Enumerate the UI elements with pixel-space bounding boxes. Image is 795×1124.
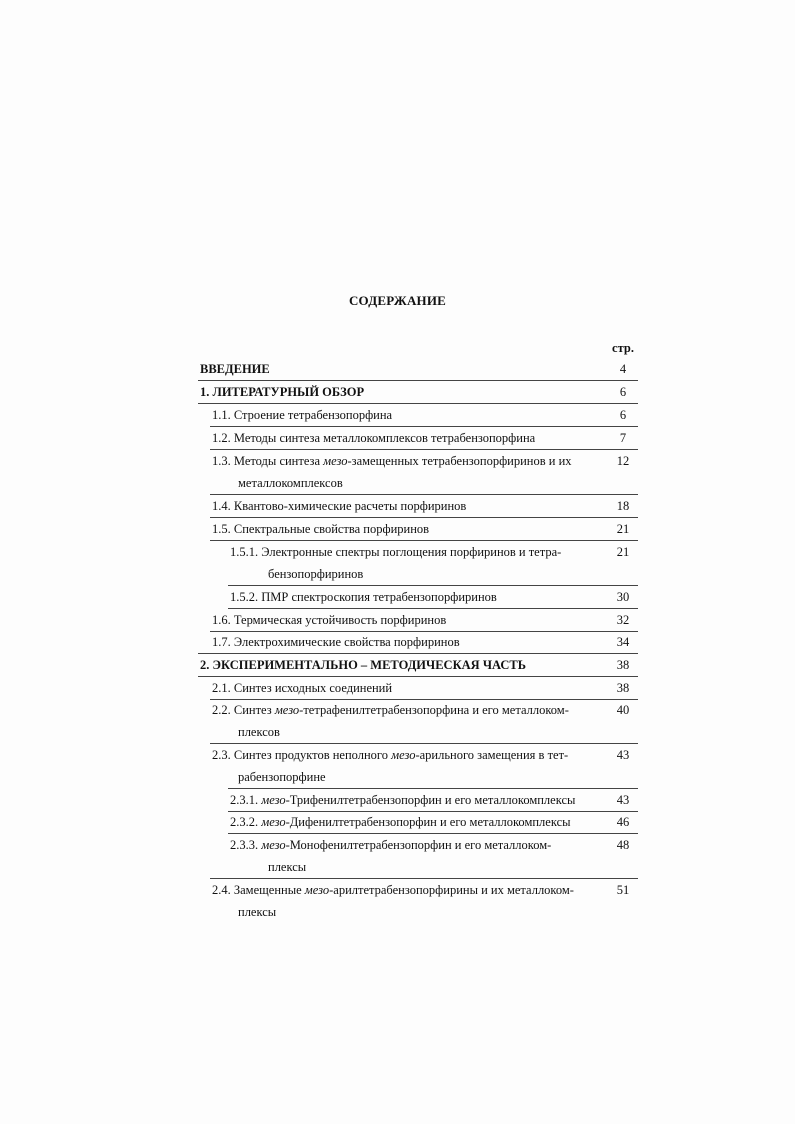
toc-entry-text: 1.6. Термическая устойчивость порфиринов (212, 613, 447, 627)
toc-entry (212, 450, 572, 473)
toc-entry (230, 586, 497, 609)
toc-entry (212, 609, 446, 632)
toc-page-number: 4 (619, 362, 627, 376)
toc-entry-text: 1.2. Методы синтеза металлокомплексов тетрабензопорфина (212, 431, 536, 445)
toc-entry-text: 2. ЭКСПЕРИМЕНТАЛЬНО – МЕТОДИЧЕСКАЯ ЧАСТЬ (200, 658, 527, 672)
toc-entry (200, 654, 526, 677)
toc-entry (212, 699, 569, 722)
toc-entry (212, 631, 460, 654)
toc-entry (230, 811, 571, 834)
toc-entry (230, 834, 551, 857)
toc-page-number: 43 (616, 793, 630, 807)
toc-entry-text: ВВЕДЕНИЕ (200, 362, 270, 376)
toc-page-number: 21 (616, 522, 630, 536)
page-title: СОДЕРЖАНИЕ (348, 293, 447, 308)
toc-entry-text: 2.1. Синтез исходных соединений (212, 681, 393, 695)
toc-entry (212, 427, 535, 450)
toc-entry-text: металлокомплексов (238, 476, 343, 490)
toc-entry (200, 381, 364, 404)
toc-page-number: 48 (616, 838, 630, 852)
toc-entry-text: 2.3.3. мезо-Монофенилтетрабензопорфин и его металлоком- (230, 838, 552, 852)
page-column-label: стр. (612, 341, 634, 355)
toc-page-number: 6 (619, 385, 627, 399)
toc-entry-text: 2.4. Замещенные мезо-арилтетрабензопорфирины и их металлоком- (212, 883, 574, 897)
toc-page-number: 6 (619, 408, 627, 422)
toc-entry-text: бензопорфиринов (268, 567, 364, 581)
toc-page-number: 30 (616, 590, 630, 604)
toc-entry-continuation (268, 563, 363, 586)
toc-page-number: 43 (616, 748, 630, 762)
toc-page-number: 12 (616, 454, 630, 468)
toc-page-number: 34 (616, 635, 630, 649)
toc-entry-text: 2.3.2. мезо-Дифенилтетрабензопорфин и его металлокомплексы (230, 815, 571, 829)
toc-entry-text: плексы (268, 860, 307, 874)
toc-entry (212, 495, 466, 518)
toc-entry-text: плексы (238, 905, 277, 919)
toc-entry (230, 789, 575, 812)
toc-entry-text: рабензопорфине (238, 770, 326, 784)
toc-entry (230, 541, 561, 564)
toc-entry-continuation (268, 856, 306, 879)
toc-entry (212, 518, 429, 541)
toc-entry (200, 358, 270, 381)
toc-page-number: 21 (616, 545, 630, 559)
toc-entry-text: 2.3. Синтез продуктов неполного мезо-арильного замещения в тет- (212, 748, 569, 762)
toc-entry-text: 1.5.1. Электронные спектры поглощения порфиринов и тетра- (230, 545, 562, 559)
toc-entry-text: 2.3.1. мезо-Трифенилтетрабензопорфин и его металлокомплексы (230, 793, 576, 807)
toc-entry-text: 1.5. Спектральные свойства порфиринов (212, 522, 430, 536)
toc-page-number: 7 (619, 431, 627, 445)
toc-entry-continuation (238, 901, 276, 924)
toc-entry-continuation (238, 766, 326, 789)
toc-entry-text: 1.7. Электрохимические свойства порфиринов (212, 635, 460, 649)
toc-entry (212, 404, 392, 427)
toc-page-number: 51 (616, 883, 630, 897)
toc-entry (212, 879, 574, 902)
toc-entry-text: 1. ЛИТЕРАТУРНЫЙ ОБЗОР (200, 385, 365, 399)
toc-page-number: 38 (616, 681, 630, 695)
toc-page-number: 46 (616, 815, 630, 829)
toc-page-number: 18 (616, 499, 630, 513)
toc-entry-text: плексов (238, 725, 280, 739)
toc-entry-text: 1.5.2. ПМР спектроскопия тетрабензопорфиринов (230, 590, 497, 604)
toc-entry-continuation (238, 721, 280, 744)
toc-entry-text: 2.2. Синтез мезо-тетрафенилтетрабензопорфина и его металлоком- (212, 703, 569, 717)
toc-entry-text: 1.4. Квантово-химические расчеты порфиринов (212, 499, 467, 513)
toc-entry-text: 1.1. Строение тетрабензопорфина (212, 408, 393, 422)
toc-page-number: 40 (616, 703, 630, 717)
toc-entry-continuation (238, 472, 343, 495)
toc-page-number: 32 (616, 613, 630, 627)
toc-entry (212, 744, 568, 767)
toc-page-number: 38 (616, 658, 630, 672)
toc-entry (212, 677, 392, 700)
toc-entry-text: 1.3. Методы синтеза мезо-замещенных тетрабензопорфиринов и их (212, 454, 572, 468)
